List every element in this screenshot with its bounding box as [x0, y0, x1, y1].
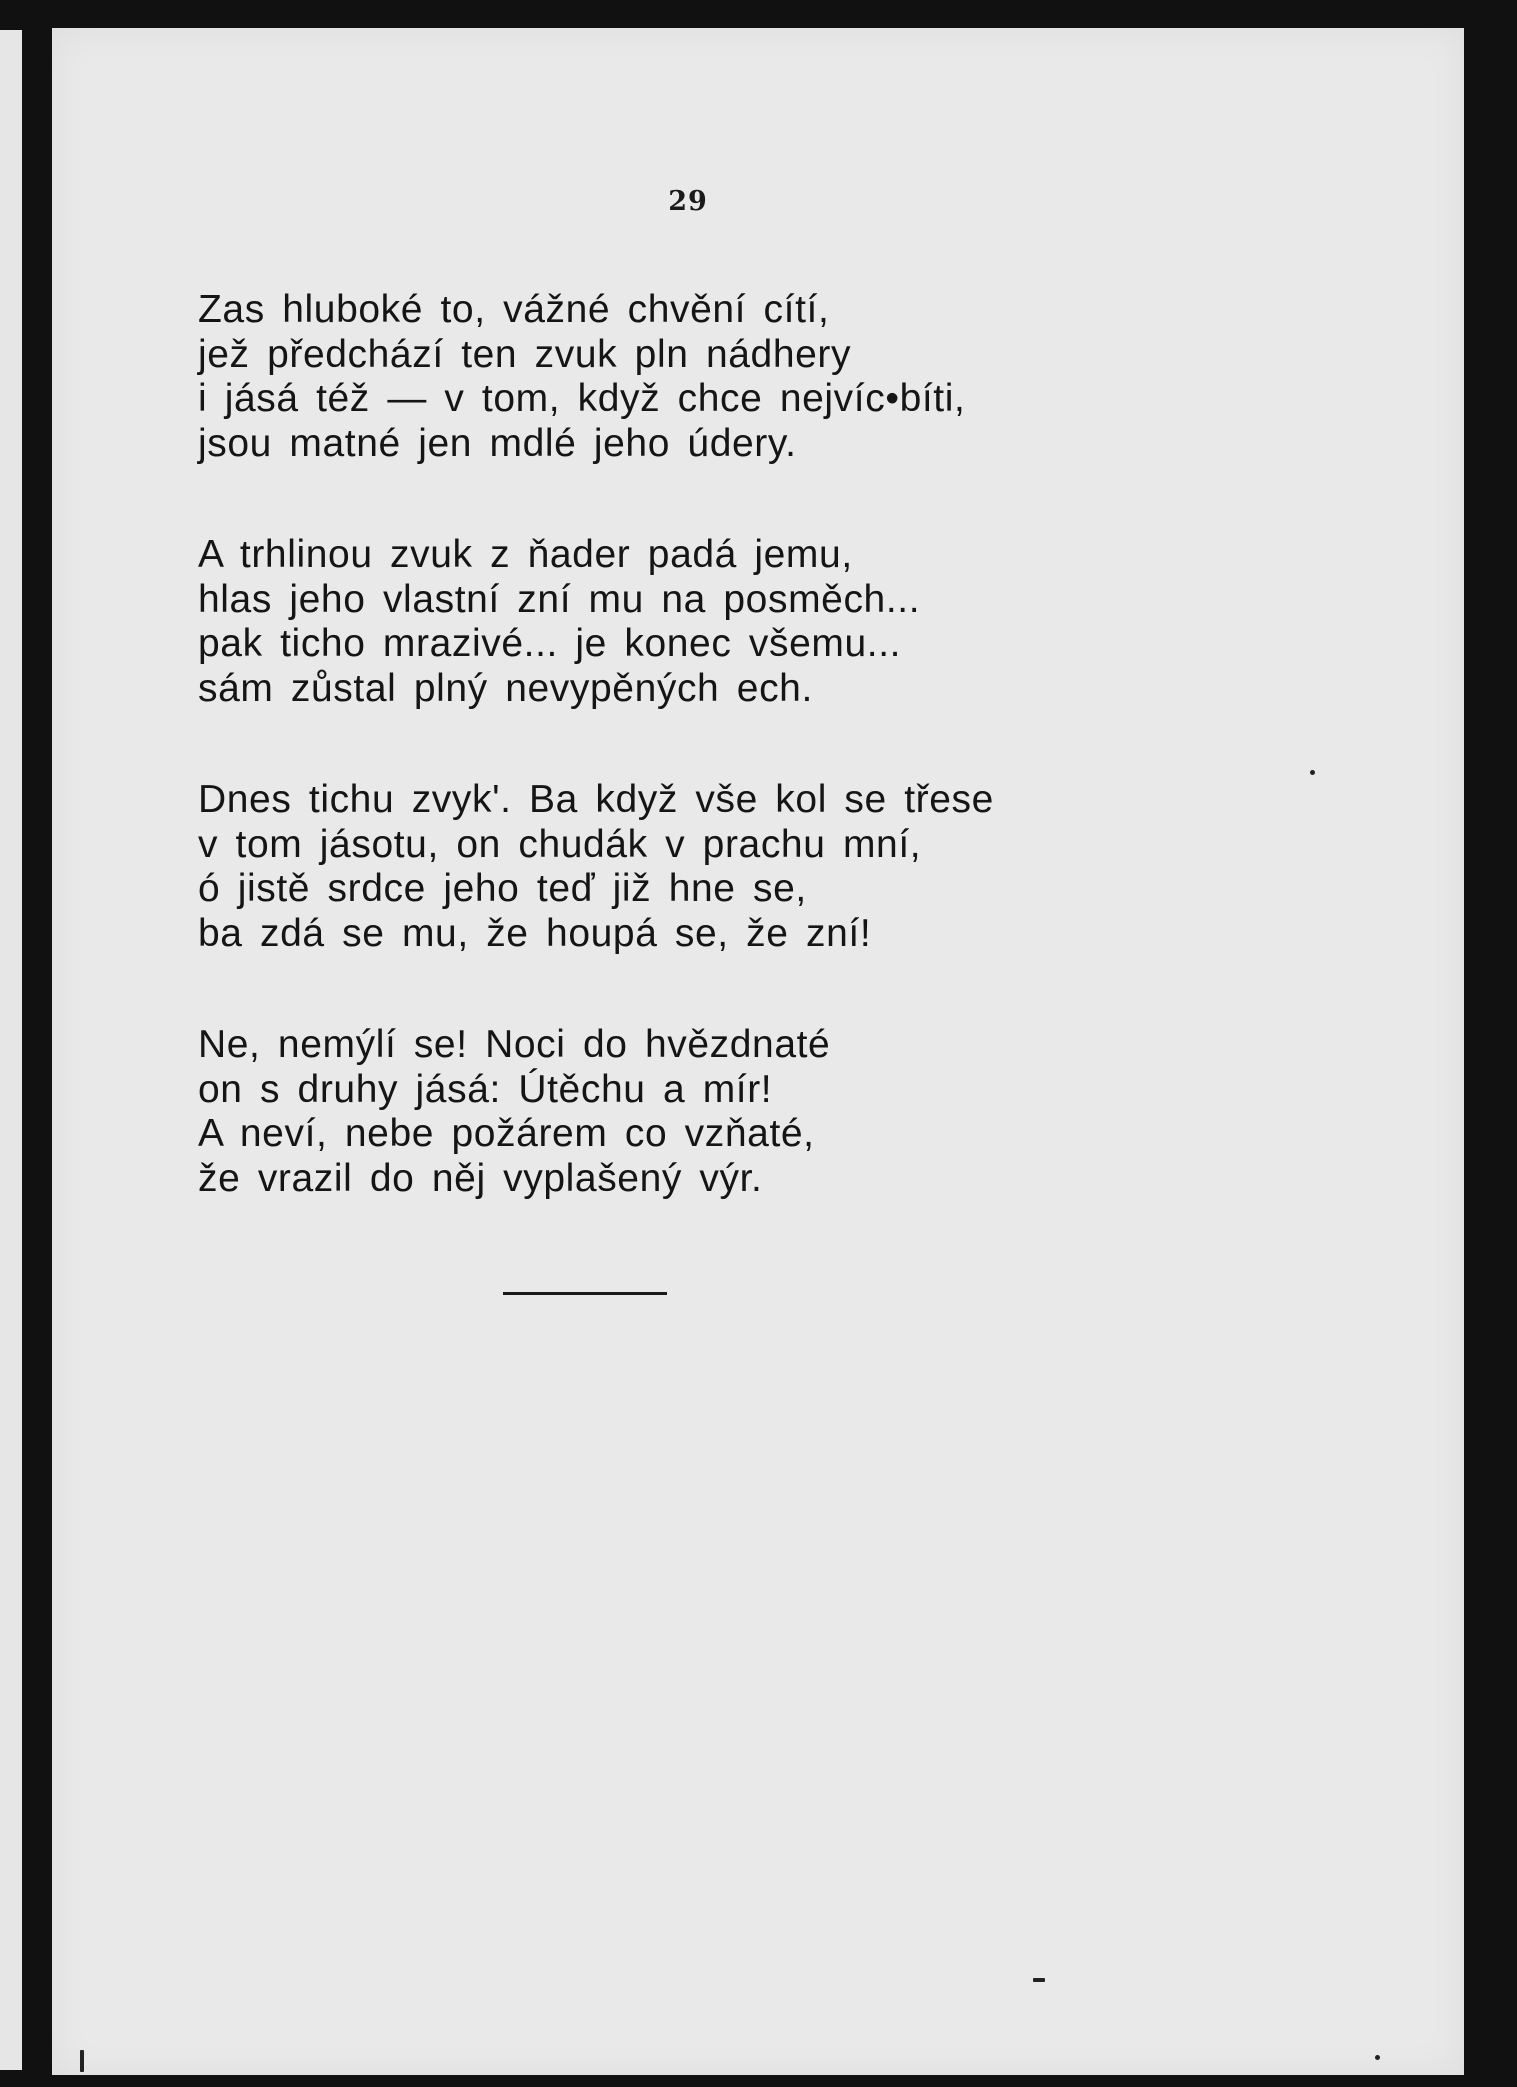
- verse-line: ba zdá se mu, že houpá se, že zní!: [198, 911, 872, 955]
- previous-page-edge: [0, 30, 22, 2070]
- stanza-3: [198, 778, 1198, 956]
- stanza-4: [198, 1023, 1198, 1201]
- verse-line: pak ticho mrazivé... je konec všemu...: [198, 622, 902, 665]
- scan-speck: [80, 2050, 84, 2072]
- scan-speck: [1375, 2055, 1380, 2060]
- verse-line: ó jistě srdce jeho teď již hne se,: [198, 867, 807, 910]
- verse-line: A neví, nebe požárem co vzňaté,: [198, 1112, 815, 1155]
- verse-line: Dnes tichu zvyk'. Ba když vše kol se třese: [198, 778, 994, 821]
- stanza-1: [198, 288, 1198, 466]
- verse-line: jsou matné jen mdlé jeho údery.: [198, 421, 797, 465]
- poem-body: [198, 288, 1198, 1268]
- verse-line: že vrazil do něj vyplašený výr.: [198, 1156, 763, 1200]
- end-divider-rule: [503, 1292, 667, 1295]
- verse-line: hlas jeho vlastní zní mu na posměch...: [198, 577, 921, 621]
- verse-line: v tom jásotu, on chudák v prachu mní,: [198, 822, 922, 866]
- stanza-2: [198, 533, 1198, 711]
- verse-line: Zas hluboké to, vážné chvění cítí,: [198, 288, 830, 331]
- verse-line: on s druhy jásá: Útěchu a mír!: [198, 1067, 773, 1111]
- scan-speck: [1033, 1978, 1045, 1982]
- verse-line: i jásá též — v tom, když chce nejvíc•bíti,: [198, 377, 966, 420]
- verse-line: jež předchází ten zvuk pln nádhery: [198, 332, 852, 376]
- scan-speck: [1310, 770, 1315, 775]
- verse-line: sám zůstal plný nevypěných ech.: [198, 666, 813, 710]
- page-number: 29: [668, 186, 708, 217]
- verse-line: A trhlinou zvuk z ňader padá jemu,: [198, 533, 853, 576]
- verse-line: Ne, nemýlí se! Noci do hvězdnaté: [198, 1023, 831, 1066]
